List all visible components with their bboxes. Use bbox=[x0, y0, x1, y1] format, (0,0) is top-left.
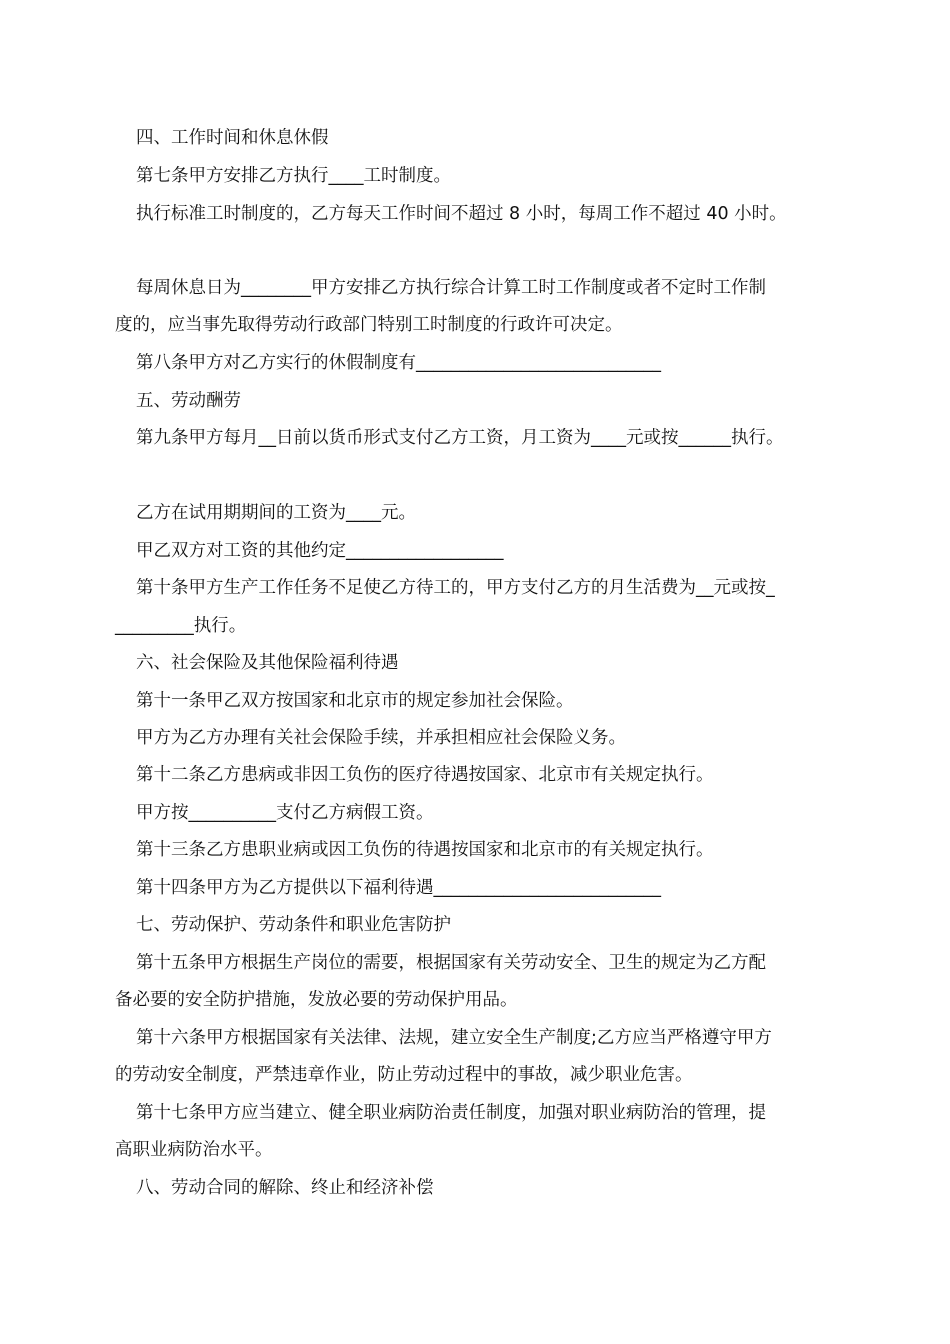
probation-wage-paragraph: 乙方在试用期期间的工资为____元。 bbox=[136, 503, 416, 523]
article-9: 第九条甲方每月__日前以货币形式支付乙方工资，月工资为____元或按______执行。 bbox=[136, 428, 784, 448]
article-10-line-2: _________执行。 bbox=[115, 616, 247, 636]
section-heading-8: 八、劳动合同的解除、终止和经济补偿 bbox=[136, 1178, 434, 1198]
article-13: 第十三条乙方患职业病或因工负伤的待遇按国家和北京市的有关规定执行。 bbox=[136, 840, 714, 860]
rest-day-paragraph-line-2: 度的，应当事先取得劳动行政部门特别工时制度的行政许可决定。 bbox=[115, 315, 623, 335]
section-heading-4: 四、工作时间和休息休假 bbox=[136, 128, 329, 148]
rest-day-paragraph-line-1: 每周休息日为________甲方安排乙方执行综合计算工时工作制度或者不定时工作制 bbox=[136, 278, 766, 298]
article-17-line-2: 高职业病防治水平。 bbox=[115, 1140, 273, 1160]
article-7: 第七条甲方安排乙方执行____工时制度。 bbox=[136, 166, 451, 186]
section-heading-7: 七、劳动保护、劳动条件和职业危害防护 bbox=[136, 915, 451, 935]
social-insurance-paragraph: 甲方为乙方办理有关社会保险手续，并承担相应社会保险义务。 bbox=[136, 728, 626, 748]
section-heading-6: 六、社会保险及其他保险福利待遇 bbox=[136, 653, 399, 673]
article-17-line-1: 第十七条甲方应当建立、健全职业病防治责任制度，加强对职业病防治的管理，提 bbox=[136, 1103, 766, 1123]
sick-leave-wage-paragraph: 甲方按__________支付乙方病假工资。 bbox=[136, 803, 434, 823]
article-14: 第十四条甲方为乙方提供以下福利待遇__________________________ bbox=[136, 878, 661, 898]
article-8: 第八条甲方对乙方实行的休假制度有____________________________ bbox=[136, 353, 661, 373]
article-16-line-1: 第十六条甲方根据国家有关法律、法规，建立安全生产制度;乙方应当严格遵守甲方 bbox=[136, 1028, 772, 1048]
article-10-line-1: 第十条甲方生产工作任务不足使乙方待工的，甲方支付乙方的月生活费为__元或按_ bbox=[136, 578, 775, 598]
article-16-line-2: 的劳动安全制度，严禁违章作业，防止劳动过程中的事故，减少职业危害。 bbox=[115, 1065, 693, 1085]
article-15-line-1: 第十五条甲方根据生产岗位的需要，根据国家有关劳动安全、卫生的规定为乙方配 bbox=[136, 953, 766, 973]
section-heading-5: 五、劳动酬劳 bbox=[136, 391, 241, 411]
standard-hours-paragraph: 执行标准工时制度的，乙方每天工作时间不超过 8 小时，每周工作不超过 40 小时。 bbox=[136, 204, 787, 224]
article-15-line-2: 备必要的安全防护措施，发放必要的劳动保护用品。 bbox=[115, 990, 518, 1010]
other-wage-agreement-paragraph: 甲乙双方对工资的其他约定__________________ bbox=[136, 541, 504, 561]
article-11: 第十一条甲乙双方按国家和北京市的规定参加社会保险。 bbox=[136, 691, 574, 711]
article-12: 第十二条乙方患病或非因工负伤的医疗待遇按国家、北京市有关规定执行。 bbox=[136, 765, 714, 785]
